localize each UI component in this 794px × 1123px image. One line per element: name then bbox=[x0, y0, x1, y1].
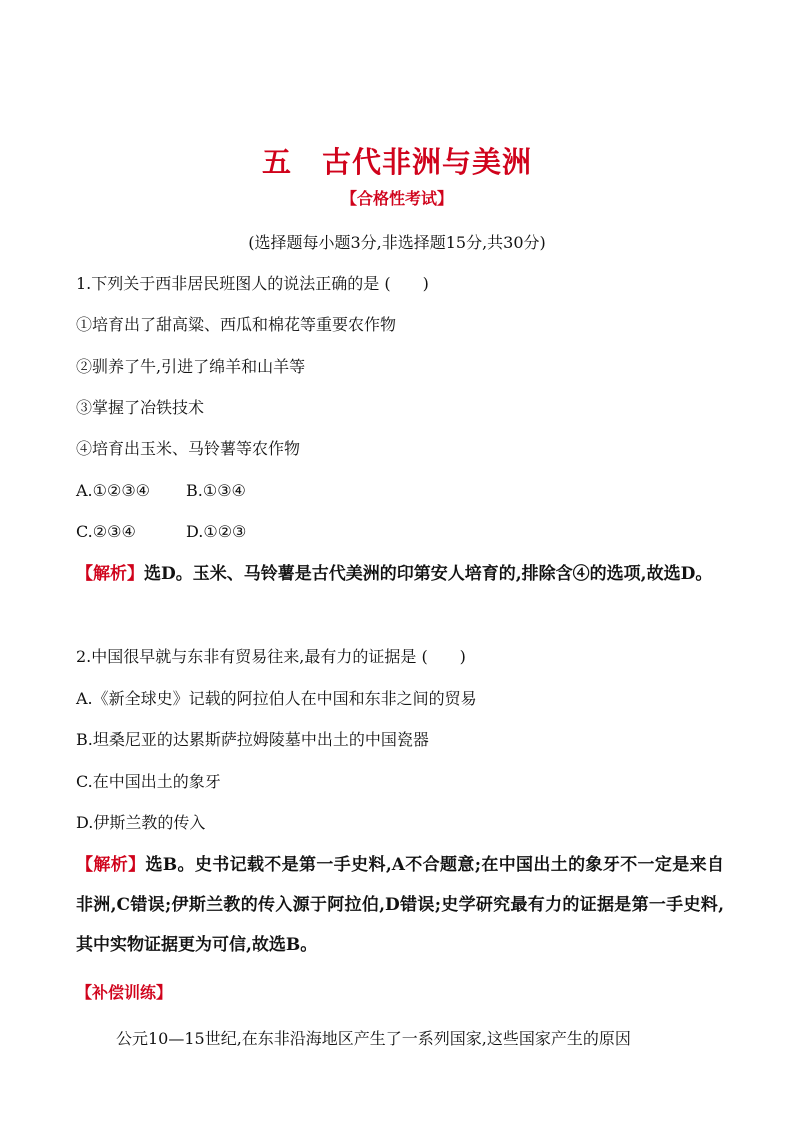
exam-type-label: 【合格性考试】 bbox=[340, 189, 453, 208]
score-note: (选择题每小题3分,非选择题15分,共30分) bbox=[248, 233, 546, 252]
q1-option-b: B.①③④ bbox=[186, 481, 246, 500]
q1-option-a: A.①②③④ bbox=[76, 481, 151, 500]
supplement-tag: 【补偿训练】 bbox=[76, 983, 173, 1002]
q2-option-c: C.在中国出土的象牙 bbox=[76, 772, 221, 791]
chapter-number: 五 bbox=[261, 145, 292, 179]
q1-stem: 1.下列关于西非居民班图人的说法正确的是 ( ) bbox=[76, 274, 429, 293]
supplement-text: 公元10—15世纪,在东非沿海地区产生了一系列国家,这些国家产生的原因 bbox=[116, 1029, 631, 1048]
q1-analysis-tag: 【解析】 bbox=[76, 564, 144, 584]
q2-option-d: D.伊斯兰教的传入 bbox=[76, 813, 206, 832]
q1-item-3: ③掌握了冶铁技术 bbox=[76, 398, 205, 417]
chapter-title: 古代非洲与美洲 bbox=[322, 145, 533, 179]
q1-item-4: ④培育出玉米、马铃薯等农作物 bbox=[76, 439, 301, 458]
q2-stem: 2.中国很早就与东非有贸易往来,最有力的证据是 ( ) bbox=[76, 647, 466, 666]
q2-analysis-text: 选B。史书记载不是第一手史料,A不合题意;在中国出土的象牙不一定是来自非洲,C错误;伊斯兰教的传入源于阿拉伯,D错误;史学研究最有力的证据是第一手史料,其中实物证据更为可信,故选B。 bbox=[76, 855, 724, 955]
q2-analysis bbox=[76, 845, 724, 965]
q1-options-row-1 bbox=[76, 479, 736, 503]
q1-option-d: D.①②③ bbox=[186, 522, 247, 541]
q1-analysis bbox=[76, 554, 724, 594]
page-title bbox=[0, 140, 794, 181]
q1-options-row-2 bbox=[76, 520, 736, 544]
q1-analysis-text: 选D。玉米、马铃薯是古代美洲的印第安人培育的,排除含④的选项,故选D。 bbox=[144, 564, 713, 584]
q2-option-a: A.《新全球史》记载的阿拉伯人在中国和东非之间的贸易 bbox=[76, 689, 477, 708]
q1-item-1: ①培育出了甜高粱、西瓜和棉花等重要农作物 bbox=[76, 315, 397, 334]
q1-option-c: C.②③④ bbox=[76, 522, 136, 541]
q1-item-2: ②驯养了牛,引进了绵羊和山羊等 bbox=[76, 357, 306, 376]
q2-option-b: B.坦桑尼亚的达累斯萨拉姆陵墓中出土的中国瓷器 bbox=[76, 730, 429, 749]
q2-analysis-tag: 【解析】 bbox=[76, 855, 146, 875]
